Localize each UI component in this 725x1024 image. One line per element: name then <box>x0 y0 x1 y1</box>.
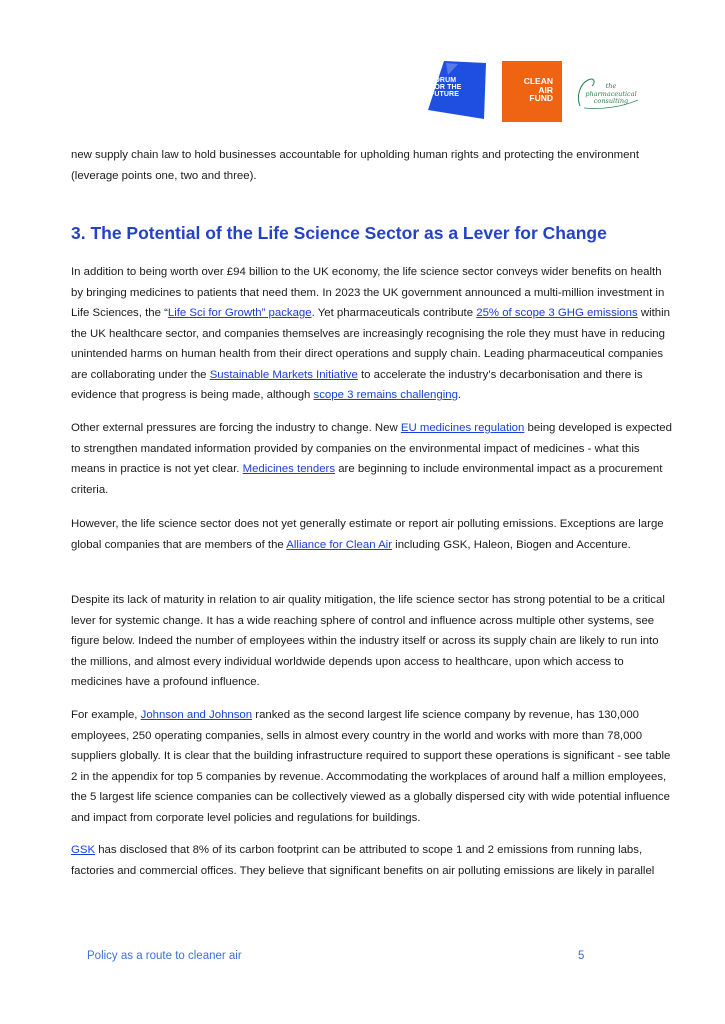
p2-text-b: being developed is expected to strengthen mandated information provided by companies on the environmental impact of medicines - what this means in practice is not yet clear. <box>71 422 672 475</box>
p1-text-c: within the UK healthcare sector, and companies themselves are increasingly recognising the role they must have in reducing unintended harms on human health from their direct operations and supply chain. Leading pharmaceutical companies are collaborating under the <box>71 307 670 381</box>
scope-3-ghg-link[interactable]: 25% of scope 3 GHG emissions <box>476 307 638 319</box>
pharmaceutical-consulting-logo <box>574 72 644 112</box>
life-sci-for-growth-link[interactable]: Life Sci for Growth” package <box>167 307 312 319</box>
p1-text-e: . <box>457 389 462 401</box>
fftf-logo-text: FORUM FOR THE FUTURE <box>430 77 462 98</box>
p4-text-a: Despite its lack of maturity in relation to air quality mitigation, the life science sector has strong potential to be a critical lever for systemic change. It has a wide reaching sphere of control and influence across multiple other systems, see figure below. Indeed the number of employees within the industry itself or across its supply chain are likely to run into the millions, and almost every individual worldwide depends upon access to healthcare, upon which access to medicines have a profound influence. <box>71 594 665 688</box>
paragraph-5 <box>71 705 675 828</box>
forum-for-the-future-logo <box>428 61 486 121</box>
paragraph-2 <box>71 418 675 500</box>
p5-text-a: For example, <box>71 709 141 721</box>
p5-text-b: ranked as the second largest life science company by revenue, has 130,000 employees, 250 operating companies, sells in almost every country in the world and works with more than 78,000 suppliers globally. It is clear that the building infrastructure required to support these operations is significant - see table 2 in the appendix for top 5 companies by revenue. Accommodating the workplaces of around half a million employees, the 5 largest life science companies can be collectively viewed as a globally dispersed city with wide potential influence and impact from corporate level policies and regulations for buildings. <box>71 709 671 824</box>
gsk-link[interactable]: GSK <box>71 844 96 856</box>
intro-paragraph <box>71 145 675 186</box>
eu-medicines-regulation-link[interactable]: EU medicines regulation <box>400 422 525 434</box>
page-number: 5 <box>578 950 585 962</box>
caf-logo-text: CLEAN AIR FUND <box>523 76 553 103</box>
p1-text-d: to accelerate the industry’s decarbonisation and there is evidence that progress is being made, although <box>71 368 643 401</box>
intro-line-2: (leverage points one, two and three). <box>71 169 257 182</box>
johnson-and-johnson-link[interactable]: Johnson and Johnson <box>140 709 253 721</box>
p1-text-a: In addition to being worth over £94 billion to the UK economy, the life science sector conveys wider benefits on health by bringing medicines to patients that need them. In 2023 the UK government announced a multi-million investment in Life Sciences, the “ <box>71 266 665 319</box>
pc-logo-text: the pharmaceutical consulting <box>585 82 637 105</box>
sustainable-markets-link[interactable]: Sustainable Markets Initiative <box>209 368 358 381</box>
p6-text-a: has disclosed that 8% of its carbon footprint can be attributed to scope 1 and 2 emissions from running labs, factories and commercial offices. They believe that significant benefits on air polluting emissions are likely in parallel <box>71 844 655 877</box>
p3-text-b: including GSK, Haleon, Biogen and Accenture. <box>392 538 631 551</box>
p2-text-a: Other external pressures are forcing the industry to change. New <box>71 422 401 434</box>
clean-air-fund-logo <box>502 61 562 122</box>
paragraph-1 <box>71 262 675 406</box>
scope-3-challenging-link[interactable]: scope 3 remains challenging <box>313 389 458 401</box>
medicines-tenders-link[interactable]: Medicines tenders <box>242 463 336 475</box>
footer-title: Policy as a route to cleaner air <box>87 950 242 962</box>
p1-text-b: . Yet pharmaceuticals contribute <box>311 307 477 319</box>
paragraph-3 <box>71 514 675 555</box>
alliance-for-clean-air-link[interactable]: Alliance for Clean Air <box>286 538 393 551</box>
paragraph-4 <box>71 590 675 693</box>
p2-text-c: are beginning to include environmental impact as a procurement criteria. <box>71 463 663 496</box>
p3-text-a: However, the life science sector does not yet generally estimate or report air polluting emissions. Exceptions are large global companies that are members of the <box>71 518 664 551</box>
intro-line-1: new supply chain law to hold businesses accountable for upholding human rights and protecting the environment <box>71 149 639 161</box>
section-heading: 3. The Potential of the Life Science Sector as a Lever for Change <box>71 223 607 243</box>
paragraph-6 <box>71 840 675 881</box>
